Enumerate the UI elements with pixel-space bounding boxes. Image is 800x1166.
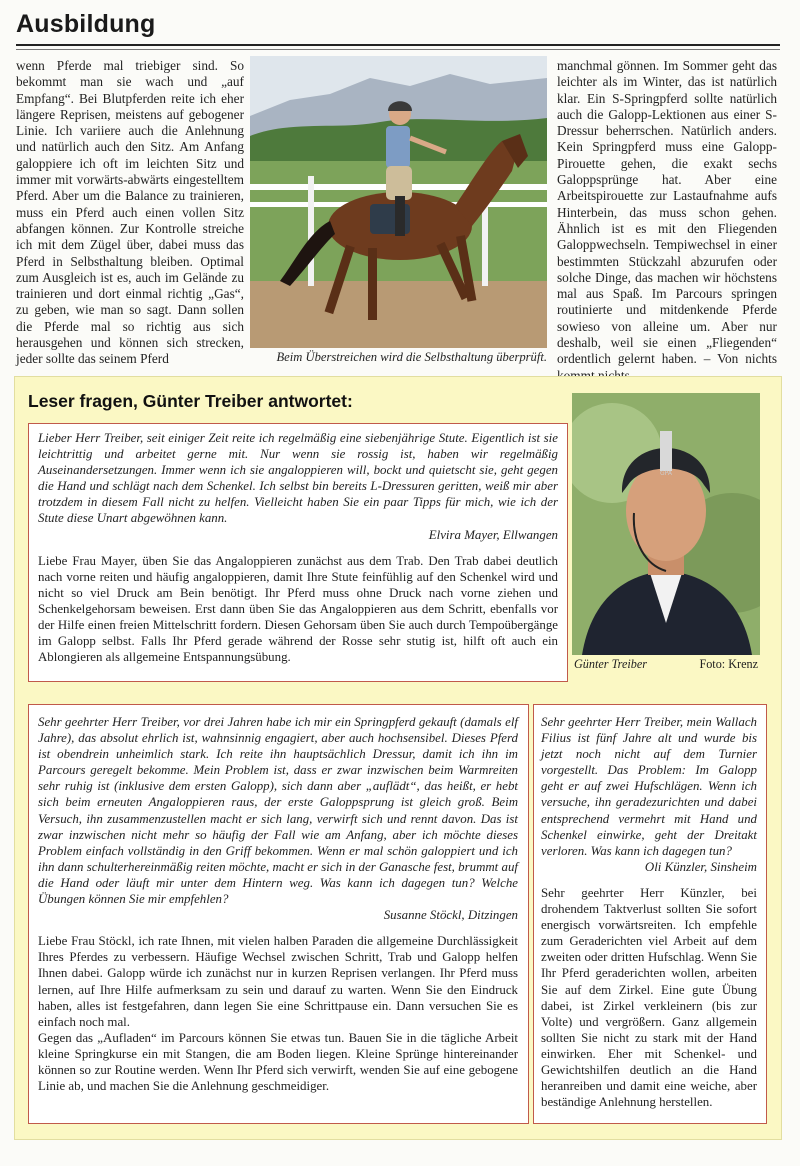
letter-3-question: Sehr geehrter Herr Treiber, mein Wallach Filius ist fünf Jahre alt und wurde bis jetzt noch nicht auf dem Turnier vorgestellt. Das Problem: Im Galopp geht er auf zwei Hufschlägen. Wenn ich versuche, ihn geradezurichten und dabei entsprechend vermehrt mit Hand und Schenkel einwirke, geht der Dreitakt verloren. Was kann ich dagegen tun?: [541, 715, 757, 858]
header-rule-thin: [16, 49, 780, 50]
horse-rider-illustration: [250, 56, 547, 348]
letter-1: [38, 430, 558, 665]
letter-2-signature: Susanne Stöckl, Ditzingen: [383, 908, 518, 923]
article-column-right: [557, 58, 777, 384]
letter-1-signature: Elvira Mayer, Ellwangen: [428, 527, 558, 542]
letter-3-answer: Sehr geehrter Herr Künzler, bei drohendem Taktverlust sollten Sie sofort energisch vorwärtsreiten. Ich empfehle zum Geraderichten viel Arbeit auf dem zweiten oder dritten Hufschlag. Wenn Sie Ihr Pferd geraderichten wollen, arbeiten Sie auf dem Zirkel. Eine gute Übung dabei, ist Zirkel verkleinern (bis zur Volte) und vergrößern. Ganz allgemein sollten Sie nicht zu stark mit der Hand einwirken. Eher mit Schenkel- und Gewichtshilfen deutlich an die Hand heranreiben und damit eine weiche, aber beständige Anlehnung herstellen.: [541, 885, 757, 1110]
letter-2-answer-1: Liebe Frau Stöckl, ich rate Ihnen, mit vielen halben Paraden die allgemeine Durchlässigkeit Ihres Pferdes zu verbessern. Häufige Wechsel zwischen Schritt, Trab und Galopp helfen Ihnen dabei. Galopp würde ich zunächst nur in kurzen Reprisen verlangen. Ihr Pferd muss lernen, auf Ihre Hilfe aufmerksam zu sein und darauf zu warten. Wenn Sie den Eindruck haben, alles ist festgefahren, dann legen Sie eine Schrittpause ein. Dann versuchen Sie es einfach noch mal.: [38, 934, 518, 1029]
header-rule: [16, 44, 780, 46]
article-text-left: wenn Pferde mal triebiger sind. So bekommt man sie wach und „auf Empfang“. Bei Blutpferden reite ich eher längere Reprisen, meistens auf gebogener Linie. Ich variiere auch die Anlehnung und natürlich auch den Sitz. Am Anfang galoppiere ich oft im leichten Sitz und immer mit vorwärts-abwärts eingestelltem Pferd. Aber um die Balance zu trainieren, muss ein Pferd auch einen vollen Sitz abfangen können. Zur Kontrolle streiche ich mit dem Zügel über, dabei muss das Pferd in Selbsthaltung bleiben. Optimal zum Ausgleich ist es, auch im Gelände zu trainieren und dort einmal richtig „Gas“, zu geben, wie man so sagt. Dann sollen die Pferde mal so richtig aus sich herausgehen und können sich strecken, jeder sollte das seinem Pferd: [16, 58, 244, 367]
helmet-logo-text: GPA: [660, 470, 672, 477]
article-text-right: manchmal gönnen. Im Sommer geht das leichter als im Winter, das ist natürlich klar. Ein S-Springpferd sollte natürlich auch die Galopp-Lektionen aus einer S-Dressur beherrschen. Natürlich anders. Kein Springpferd muss eine Galopp-Pirouette gehen, die exakt sechs Galoppsprünge hat. Aber eine Arbeitspirouette zur Lastaufnahme aufs Hinterbein, das muss schon gehen. Ähnlich ist es mit den Fliegenden Galoppwechseln. Tempiwechsel in einer bestimmten Stückzahl abzurufen oder solche Dinge, das machen wir höchstens mal aus Spaß. Im Parcours springen routinierte und mitdenkende Pferde sowieso von alleine um. Aber nur deshalb, weil sie einen „Fliegenden“ ordentlich gelernt haben. – Von nichts: [557, 58, 777, 367]
section-title: Ausbildung: [16, 10, 156, 38]
letter-2-question: Sehr geehrter Herr Treiber, vor drei Jahren habe ich mir ein Springpferd gekauft (damals elf Jahre), das absolut ehrlich ist, wahnsinnig engagiert, aber auch hochsensibel. Dieses Pferd ist obendrein unheimlich stark. Ich reite ihn hauptsächlich Dressur, damit ich ihn im Parcours geregelt bekomme. Mein Problem ist, dass er zwar inzwischen beim Warmreiten sehr ruhig ist (inklusive dem ersten Galopp), sich dann aber „auflädt“, das heißt, er hebt sich beim erneuten Angaloppieren raus, der erste Galoppsprung ist gleich groß. Beim Versuch, ihn zusammenzustellen macht er sich lang, verwirft sich und rennt davon. Das ist zwar inzwischen nicht mehr so häufig der Fall wie am Anfang, aber ich möchte dieses Problem einfach vollständig in den Griff bekommen. Wenn er mal schön galoppiert und ich ihn dann schulterhereinmäßig reiten möchte, macht er sich in der Ganasche fest, brummt auf die Hand oder läuft mir unter dem Hintern weg. Was kann ich dagegen tun? Welche Übungen können Sie mir empfehlen?: [38, 715, 518, 907]
letter-3: [541, 714, 757, 1110]
panel-title: Leser fragen, Günter Treiber antwortet:: [28, 391, 353, 411]
letter-2: [38, 714, 518, 1094]
article-column-left: [16, 58, 244, 368]
letter-1-question: Lieber Herr Treiber, seit einiger Zeit reite ich regelmäßig eine siebenjährige Stute. Eigentlich ist sie leichtrittig und arbeitet gerne mit. Nur wenn sie rossig ist, haben wir regelmäßig Auseinandersetzungen. Immer wenn ich sie angaloppieren will, bockt und quietscht sie, geht gegen die Hand und schlägt nach dem Schenkel. Ich selbst bin bereits L-Dressuren geritten, weiß mir aber trotzdem in diesem Fall nicht zu helfen. Vielleicht haben Sie ein paar Tipps für mich, wie ich der Stute diese Unart abgewöhnen kann.: [38, 431, 558, 526]
photo-caption: Beim Überstreichen wird die Selbsthaltung überprüft.: [276, 350, 547, 364]
horse-rider-photo: [250, 56, 547, 348]
letter-2-answer-2: Gegen das „Aufladen“ im Parcours können Sie etwas tun. Bauen Sie in die tägliche Arbeit kleine Springkurse ein mit Stangen, die am Boden liegen. Kleine Sprünge hintereinander können so zur Routine werden. Wenn Ihr Pferd sich verwirft, wenden Sie auf eine gebogene Linie ab, und machen Sie die Anlehnung geschmeidiger.: [38, 1030, 518, 1094]
portrait-name: Günter Treiber: [574, 657, 648, 671]
portrait-photo: [572, 393, 760, 655]
photo-credit: Foto: Krenz: [699, 657, 758, 671]
letter-1-answer: Liebe Frau Mayer, üben Sie das Angaloppieren zunächst aus dem Trab. Den Trab dabei deutlich nach vorne reiten und häufig angaloppieren, damit Ihre Stute feinfühlig auf den Schenkel wird und nicht so viel Druck am Bein benötigt. Ihr Pferd muss ohne Druck nach vorne ziehen und Schenkelgehorsam beweisen. Erst dann üben Sie das Angaloppieren aus dem Schritt, ebenfalls vor der Hilfe einen freien Mittelschritt fordern. Diesen Gehorsam üben Sie auch durch Tempoübergänge im Galopp selbst. Falls Ihr Pferd gerade während der Rosse sehr stutig ist, hilft oft auch ein Ablongieren als allgemeine Entspannungsübung.: [38, 553, 558, 665]
letter-3-signature: Oli Künzler, Sinsheim: [644, 859, 757, 874]
portrait-illustration: [572, 393, 760, 655]
